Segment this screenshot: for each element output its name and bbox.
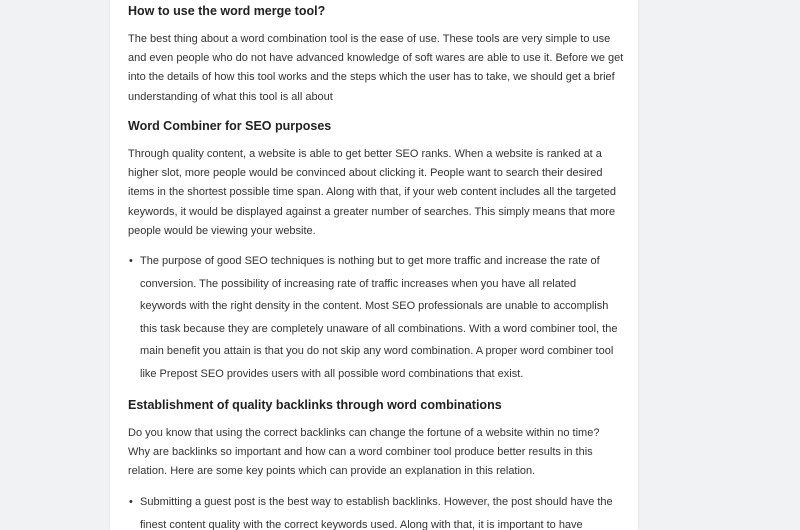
list-item: • The purpose of good SEO techniques is nothing but to get more traffic and increase the rate of conversion. The possibility of increasing rate of traffic increases when you have all related keywords with the right density in the content. Most SEO professionals are unable to accomplish this task because they are completely unaware of all combinations. With a word combiner tool, the main benefit you attain is that you do not skip any word combination. A proper word combiner tool like Prepost SEO provides users with all possible word combinations that exist. (140, 250, 624, 386)
paragraph-seo: Through quality content, a website is able to get better SEO ranks. When a website is ranked at a higher slot, more people would be convinced about clicking it. People want to search their desired items in the shortest possible time span. Along with that, if your web content includes all the targeted keywords, it would be displayed against a greater number of searches. This simply means that more people would be viewing your website. (128, 148, 616, 237)
paragraph-ease-of-use: The best thing about a word combination tool is the ease of use. These tools are very simple to use and even people who do not have advanced knowledge of soft wares are able to use it. Before we get into the details of how this tool works and the steps which the user has to take, we should get a brief understanding of what this tool is all about (128, 33, 624, 103)
heading-merge-tool: How to use the word merge tool? (128, 4, 326, 18)
seo-bullet-list (128, 250, 624, 386)
paragraph-backlinks: Do you know that using the correct backlinks can change the fortune of a website within no time? Why are backlinks so important and how can a word combiner tool produce better results in this relation. Here are some key points which can provide an explanation in this relation. (128, 427, 600, 478)
backlink-bullet-list (128, 491, 624, 530)
heading-backlinks: Establishment of quality backlinks through word combinations (128, 398, 502, 412)
article-card (110, 0, 638, 530)
list-item: • Submitting a guest post is the best way to establish backlinks. However, the post should have the finest content quality with the correct keywords used. Along with that, it is important to have (140, 491, 624, 530)
heading-seo: Word Combiner for SEO purposes (128, 119, 332, 133)
